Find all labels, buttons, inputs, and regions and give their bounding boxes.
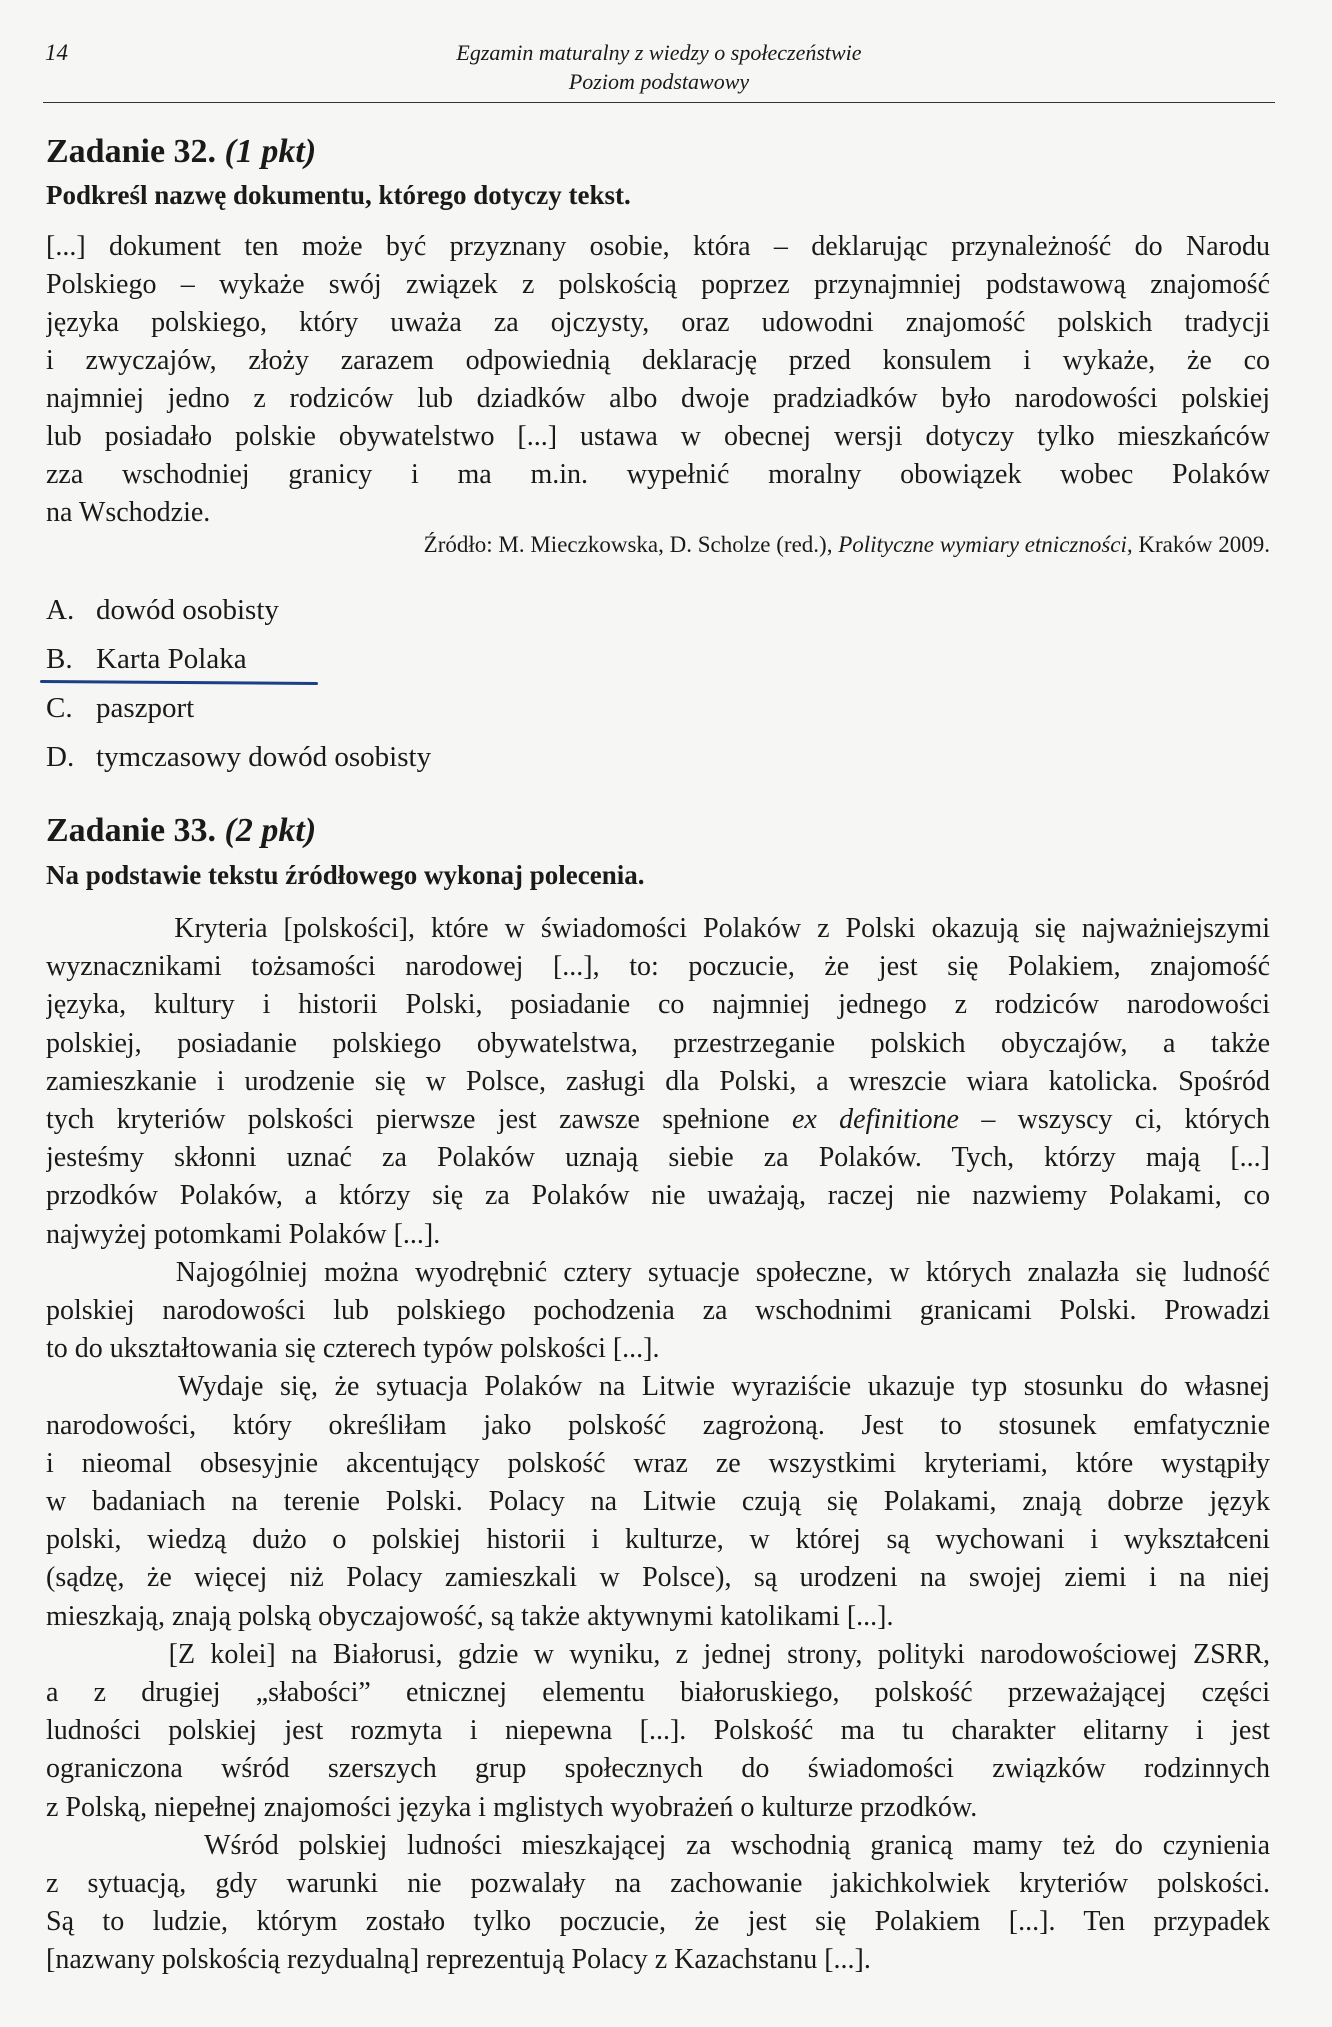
text-line	[46, 1101, 1270, 1139]
task33-points: (2 pkt)	[224, 812, 317, 849]
task32-label: Zadanie 32.	[46, 133, 217, 170]
text-line: najwyżej potomkami Polaków [...].	[46, 1218, 441, 1250]
text-line: wyznacznikami tożsamości narodowej [...], to: poczucie, że jest się Polakiem, znajomość	[46, 951, 1270, 983]
source-suffix: Kraków 2009.	[1138, 532, 1270, 557]
source-title: Polityczne wymiary etniczności,	[838, 532, 1133, 557]
text-line: z Polską, niepełnej znajomości języka i mglistych wyobrażeń o kulturze przodków.	[46, 1791, 978, 1823]
text-line: [nazwany polskością rezydualną] reprezentują Polacy z Kazachstanu [...].	[46, 1944, 871, 1976]
task32-instruction: Podkreśl nazwę dokumentu, którego dotyczy tekst.	[46, 180, 631, 210]
text-line: języka polskiego, który uważa za ojczysty, oraz udowodni znajomość polskich tradycji	[46, 307, 1270, 338]
option-letter: C.	[46, 692, 73, 724]
option-text: dowód osobisty	[96, 594, 279, 626]
text-line: ludności polskiej jest rozmyta i niepewna [...]. Polskość ma tu charakter elitarny i jest	[46, 1715, 1270, 1747]
page-header	[43, 36, 1275, 103]
task33-instruction: Na podstawie tekstu źródłowego wykonaj polecenia.	[46, 860, 645, 890]
source-prefix: Źródło: M. Mieczkowska, D. Scholze (red.),	[423, 532, 833, 557]
text-line: polski, wiedzą dużo o polskiej historii i kulturze, w której są wychowani i wykształceni	[46, 1524, 1270, 1556]
option-letter: A.	[46, 594, 75, 626]
text-line: Najogólniej można wyodrębnić cztery sytuacje społeczne, w których znalazła się ludność	[46, 1256, 1270, 1288]
text-line: narodowości, który określiłam jako polskość zagrożoną. Jest to stosunek emfatycznie	[46, 1409, 1270, 1441]
text-line: z sytuacją, gdy warunki nie pozwalały na zachowanie jakichkolwiek kryteriów polskości.	[46, 1868, 1270, 1900]
option-text: paszport	[96, 692, 195, 724]
option-c[interactable]	[46, 684, 431, 733]
text-line: języka, kultury i historii Polski, posiadanie co najmniej jednego z rodziców narodowości	[46, 989, 1270, 1021]
text-line: [...] dokument ten może być przyznany osobie, która – deklarując przynależność do Narodu	[46, 231, 1270, 262]
header-subtitle: Poziom podstawowy	[568, 69, 750, 94]
text-line: a z drugiej „słabości” etnicznej elementu białoruskiego, polskość przeważającej części	[46, 1677, 1270, 1709]
text-line: w badaniach na terenie Polski. Polacy na Litwie czują się Polakami, znają dobrze język	[46, 1486, 1270, 1518]
text-line: jesteśmy skłonni uznać za Polaków uznają siebie za Polaków. Tych, którzy mają [...]	[46, 1142, 1270, 1174]
text-line: i nieomal obsesyjnie akcentujący polskość wraz ze wszystkimi kryteriami, które wystąpiły	[46, 1447, 1270, 1479]
text-line: mieszkają, znają polską obyczajowość, są także aktywnymi katolikami [...].	[46, 1600, 894, 1632]
text-line: Wydaje się, że sytuacja Polaków na Litwie wyraziście ukazuje typ stosunku do własnej	[46, 1371, 1270, 1403]
text-run: – wszyscy ci, których	[981, 1104, 1270, 1136]
task32-source-text	[46, 228, 1270, 532]
page-number: 14	[45, 40, 68, 65]
text-line: lub posiadało polskie obywatelstwo [...] ustawa w obecnej wersji dotyczy tylko mieszkańców	[46, 421, 1270, 452]
option-text: Karta Polaka	[96, 643, 247, 675]
text-line: Kryteria [polskości], które w świadomości Polaków z Polski okazują się najważniejszymi	[46, 913, 1270, 944]
text-line: Wśród polskiej ludności mieszkającej za wschodnią granicą mamy też do czynienia	[46, 1829, 1270, 1861]
option-d[interactable]	[46, 733, 431, 782]
text-line: Są to ludzie, którym zostało tylko poczucie, że jest się Polakiem [...]. Ten przypadek	[46, 1906, 1270, 1938]
text-line: (sądzę, że więcej niż Polacy zamieszkali w Polsce), są urodzeni na swojej ziemi i na niej	[46, 1562, 1270, 1594]
text-line: polskiej, posiadanie polskiego obywatelstwa, przestrzeganie polskich obyczajów, a także	[46, 1027, 1270, 1059]
task33-label: Zadanie 33.	[46, 812, 217, 849]
text-line: najmniej jedno z rodziców lub dziadków albo dwoje pradziadków było narodowości polskiej	[46, 383, 1270, 414]
text-line: na Wschodzie.	[46, 497, 211, 528]
text-line: ograniczona wśród szerszych grup społecznych do świadomości związków rodzinnych	[46, 1753, 1270, 1785]
task32-title	[46, 133, 316, 171]
text-line: Polskiego – wykaże swój związek z polskością poprzez przynajmniej podstawową znajomość	[46, 269, 1270, 300]
task33-title	[46, 812, 316, 850]
task32-source-citation	[424, 532, 1270, 558]
option-text: tymczasowy dowód osobisty	[96, 741, 432, 773]
text-line: polskiej narodowości lub polskiego pochodzenia za wschodnimi granicami Polski. Prowadzi	[46, 1295, 1270, 1327]
task33-source-text	[46, 910, 1270, 1980]
text-line: i zwyczajów, złoży zarazem odpowiednią deklarację przed konsulem i wykaże, że co	[46, 345, 1270, 376]
text-line: przodków Polaków, a którzy się za Polaków nie uważają, raczej nie nazwiemy Polakami, co	[46, 1180, 1270, 1212]
task32-points: (1 pkt)	[224, 133, 317, 170]
option-letter: D.	[46, 741, 75, 773]
text-line: [Z kolei] na Białorusi, gdzie w wyniku, z jednej strony, polityki narodowościowej ZSRR,	[46, 1638, 1270, 1670]
text-run: tych kryteriów polskości pierwsze jest zawsze spełnione	[46, 1104, 770, 1136]
text-run-italic: ex definitione	[791, 1104, 959, 1136]
option-b[interactable]	[46, 635, 431, 684]
option-letter: B.	[46, 643, 73, 675]
text-line: to do ukształtowania się czterech typów polskości [...].	[46, 1333, 660, 1365]
option-a[interactable]	[46, 586, 431, 635]
text-line: zza wschodniej granicy i ma m.in. wypełnić moralny obowiązek wobec Polaków	[46, 459, 1270, 490]
header-titles	[43, 38, 1275, 96]
text-line: zamieszkanie i urodzenie się w Polsce, zasługi dla Polski, a wreszcie wiara katolicka. Spośród	[46, 1065, 1270, 1097]
header-title: Egzamin maturalny z wiedzy o społeczeństwie	[456, 40, 862, 65]
